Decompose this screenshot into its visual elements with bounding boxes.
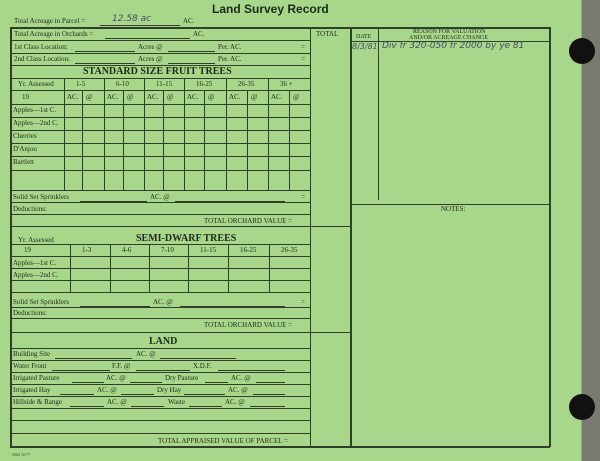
- form-right-border: [549, 27, 551, 447]
- standard-ac-subheader: AC.: [67, 93, 79, 101]
- column-line: [104, 78, 105, 190]
- class1-location-field[interactable]: [75, 51, 135, 52]
- building-site-acres-field[interactable]: [55, 358, 132, 359]
- standard-trees-heading: STANDARD SIZE FRUIT TREES: [83, 66, 232, 77]
- rule-line: [10, 307, 310, 308]
- rule-line: [10, 53, 310, 54]
- column-line: [144, 78, 145, 190]
- semi-total-orchard-value: TOTAL ORCHARD VALUE =: [204, 321, 293, 329]
- hillside-range-acres-field[interactable]: [70, 406, 104, 407]
- rule-line: [10, 433, 310, 434]
- building-site-value-field[interactable]: [160, 358, 236, 359]
- standard-age-group-header: 1-5: [76, 80, 86, 88]
- rule-line: [10, 396, 310, 397]
- column-line: [310, 244, 311, 292]
- class1-location-label: 1st Class Location:: [14, 43, 68, 51]
- water-front-ff-field[interactable]: [136, 370, 190, 371]
- semi-sprinklers-ac-label: AC. @: [153, 298, 173, 306]
- parcel-acreage-value: 12.58 ac: [112, 14, 152, 24]
- irrigated-hay-value-field[interactable]: [121, 394, 154, 395]
- class1-acres-label: Acres @: [138, 43, 163, 51]
- dry-pasture-acres-field[interactable]: [205, 382, 228, 383]
- standard-at-subheader: @: [167, 93, 174, 101]
- column-line: [228, 244, 229, 292]
- date-column-right: [378, 27, 379, 200]
- rule-line: [10, 280, 310, 281]
- standard-age-group-header: 11-15: [156, 80, 173, 88]
- irrigated-pasture-ac-label: AC. @: [106, 374, 126, 382]
- standard-age-group-header: 16-25: [196, 80, 213, 88]
- water-front-ff-label: F.F. @: [112, 362, 131, 370]
- standard-deductions-label: Deductions:: [13, 205, 47, 213]
- column-line: [163, 90, 164, 190]
- total-appraised-value: TOTAL APPRAISED VALUE OF PARCEL =: [158, 437, 288, 445]
- semi-yr-assessed-label: Yr. Assessed: [18, 236, 54, 244]
- rule-line: [10, 40, 310, 41]
- standard-age-group-header: 36 +: [280, 80, 293, 88]
- class2-per-ac-label: Per. AC.: [218, 55, 242, 63]
- standard-ac-subheader: AC.: [187, 93, 199, 101]
- page-title: Land Survey Record: [212, 2, 329, 16]
- standard-yr-assessed-label: Yr. Assessed: [18, 80, 54, 88]
- rule-line: [10, 214, 310, 215]
- form-bottom-border: [10, 446, 550, 448]
- log-entry-date: 8/3/81: [352, 42, 378, 51]
- class1-acres-field[interactable]: [168, 51, 215, 52]
- irrigated-pasture-value-field[interactable]: [130, 382, 162, 383]
- waste-acres-field[interactable]: [189, 406, 222, 407]
- standard-age-group-header: 26-35: [238, 80, 255, 88]
- standard-year-prefix: 19: [22, 93, 29, 101]
- standard-sprinklers-ac-label: AC. @: [150, 193, 170, 201]
- rule-line: [10, 104, 310, 105]
- orchard-acreage-label: Total Acreage in Orchards =: [14, 30, 94, 38]
- hillside-range-label: Hillside & Range: [13, 398, 62, 406]
- irrigated-pasture-acres-field[interactable]: [72, 382, 104, 383]
- dry-hay-value-field[interactable]: [253, 394, 285, 395]
- class2-acres-field[interactable]: [168, 63, 215, 64]
- water-front-feet-field[interactable]: [52, 370, 110, 371]
- column-line: [247, 90, 248, 190]
- rule-line: [10, 190, 310, 191]
- standard-tree-row-label: Apples—2nd C.: [13, 119, 59, 127]
- column-line: [149, 244, 150, 292]
- standard-at-subheader: @: [251, 93, 258, 101]
- rule-line: [10, 384, 310, 385]
- rule-line: [10, 244, 310, 245]
- standard-tree-row-label: Cherries: [13, 132, 37, 140]
- standard-ac-subheader: AC.: [229, 93, 241, 101]
- rule-line: [10, 332, 350, 333]
- column-line: [268, 78, 269, 190]
- rule-line: [10, 156, 310, 157]
- rule-line: [10, 268, 310, 269]
- notes-label: NOTES:: [441, 205, 466, 213]
- building-site-label: Building Site: [13, 350, 51, 358]
- semi-age-group-header: 26-35: [281, 246, 298, 254]
- parcel-acreage-field[interactable]: [100, 25, 180, 26]
- standard-at-subheader: @: [127, 93, 134, 101]
- irrigated-pasture-label: Irrigated Pasture: [13, 374, 60, 382]
- total-column-right: [350, 27, 352, 447]
- rule-line: [10, 318, 310, 319]
- equals-sign: =: [301, 298, 305, 306]
- column-line: [123, 90, 124, 190]
- rule-line: [10, 226, 350, 227]
- parcel-acreage-unit: AC.: [183, 17, 195, 25]
- water-front-xdf-field[interactable]: [218, 370, 285, 371]
- column-line: [289, 90, 290, 190]
- class2-location-label: 2nd Class Location:: [14, 55, 70, 63]
- dry-hay-acres-field[interactable]: [184, 394, 225, 395]
- rule-line: [10, 90, 310, 91]
- semi-age-group-header: 16-25: [240, 246, 257, 254]
- semi-age-group-header: 11-15: [200, 246, 217, 254]
- waste-value-field[interactable]: [250, 406, 285, 407]
- semi-deductions-label: Deductions:: [13, 309, 47, 317]
- equals-sign: =: [301, 55, 305, 63]
- semi-age-group-header: 4-6: [122, 246, 132, 254]
- column-line: [188, 244, 189, 292]
- semi-tree-row-label: Apples—2nd C.: [13, 271, 59, 279]
- log-entry-reason: Div fr 320-050 fr 2000 by ye 81: [382, 41, 525, 51]
- equals-sign: =: [301, 43, 305, 51]
- semi-sprinklers-label: Solid Set Sprinklers: [13, 298, 70, 306]
- column-line: [226, 78, 227, 190]
- rule-line: [10, 170, 310, 171]
- rule-line: [10, 292, 310, 293]
- building-site-ac-label: AC. @: [136, 350, 156, 358]
- form-number: 5064 10-77: [12, 452, 31, 457]
- orchard-acreage-field[interactable]: [105, 38, 190, 39]
- column-line: [184, 78, 185, 190]
- standard-tree-row-label: D'Anjou: [13, 145, 37, 153]
- orchard-acreage-unit: AC.: [193, 30, 205, 38]
- rule-line: [10, 117, 310, 118]
- irrigated-hay-acres-field[interactable]: [60, 394, 94, 395]
- standard-ac-subheader: AC.: [271, 93, 283, 101]
- dry-pasture-value-field[interactable]: [256, 382, 285, 383]
- column-line: [110, 244, 111, 292]
- class2-location-field[interactable]: [75, 63, 135, 64]
- equals-sign: =: [301, 193, 305, 201]
- semi-dwarf-heading: SEMI-DWARF TREES: [136, 233, 237, 244]
- rule-line: [10, 360, 310, 361]
- dry-pasture-ac-label: AC. @: [231, 374, 251, 382]
- column-line: [82, 90, 83, 190]
- rule-line: [10, 143, 310, 144]
- dry-pasture-label: Dry Pasture: [165, 374, 199, 382]
- land-heading: LAND: [149, 336, 178, 347]
- irrigated-hay-label: Irrigated Hay: [13, 386, 51, 394]
- standard-tree-row-label: Apples—1st C.: [13, 106, 57, 114]
- binder-hole-bottom: [569, 394, 595, 420]
- dry-hay-label: Dry Hay: [157, 386, 182, 394]
- rule-line: [10, 372, 310, 373]
- standard-sprinklers-label: Solid Set Sprinklers: [13, 193, 70, 201]
- date-header: DATE: [356, 34, 372, 40]
- dry-hay-ac-label: AC. @: [228, 386, 248, 394]
- column-line: [204, 90, 205, 190]
- hillside-range-value-field[interactable]: [131, 406, 164, 407]
- standard-at-subheader: @: [86, 93, 93, 101]
- semi-age-group-header: 7-10: [161, 246, 174, 254]
- column-line: [64, 78, 65, 190]
- standard-ac-subheader: AC.: [107, 93, 119, 101]
- rule-line: [10, 256, 310, 257]
- standard-ac-subheader: AC.: [147, 93, 159, 101]
- standard-tree-row-label: Bartlett: [13, 158, 34, 166]
- irrigated-hay-ac-label: AC. @: [97, 386, 117, 394]
- rule-line: [10, 420, 310, 421]
- parcel-acreage-label: Total Acreage in Parcel =: [14, 17, 86, 25]
- rule-line: [10, 202, 310, 203]
- standard-at-subheader: @: [208, 93, 215, 101]
- reason-header-line2: AND/OR ACREAGE CHANGE: [409, 35, 489, 41]
- semi-age-group-header: 1-3: [82, 246, 92, 254]
- column-line: [310, 78, 311, 190]
- column-line: [269, 244, 270, 292]
- hillside-range-ac-label: AC. @: [107, 398, 127, 406]
- standard-total-orchard-value: TOTAL ORCHARD VALUE =: [204, 217, 293, 225]
- rule-line: [10, 348, 310, 349]
- total-header: TOTAL: [316, 30, 339, 38]
- column-line: [70, 244, 71, 292]
- semi-year-prefix: 19: [24, 246, 31, 254]
- standard-at-subheader: @: [293, 93, 300, 101]
- binder-hole-top: [569, 38, 595, 64]
- water-front-xdf-label: X.D.F.: [193, 362, 212, 370]
- class2-acres-label: Acres @: [138, 55, 163, 63]
- waste-ac-label: AC. @: [225, 398, 245, 406]
- water-front-label: Water Front: [13, 362, 47, 370]
- reason-header-line1: REASON FOR VALUATION: [413, 29, 486, 35]
- rule-line: [10, 78, 310, 79]
- rule-line: [10, 130, 310, 131]
- rule-line: [10, 408, 310, 409]
- semi-tree-row-label: Apples—1st C.: [13, 259, 57, 267]
- waste-label: Waste: [168, 398, 185, 406]
- standard-age-group-header: 6-10: [116, 80, 129, 88]
- class1-per-ac-label: Per. AC.: [218, 43, 242, 51]
